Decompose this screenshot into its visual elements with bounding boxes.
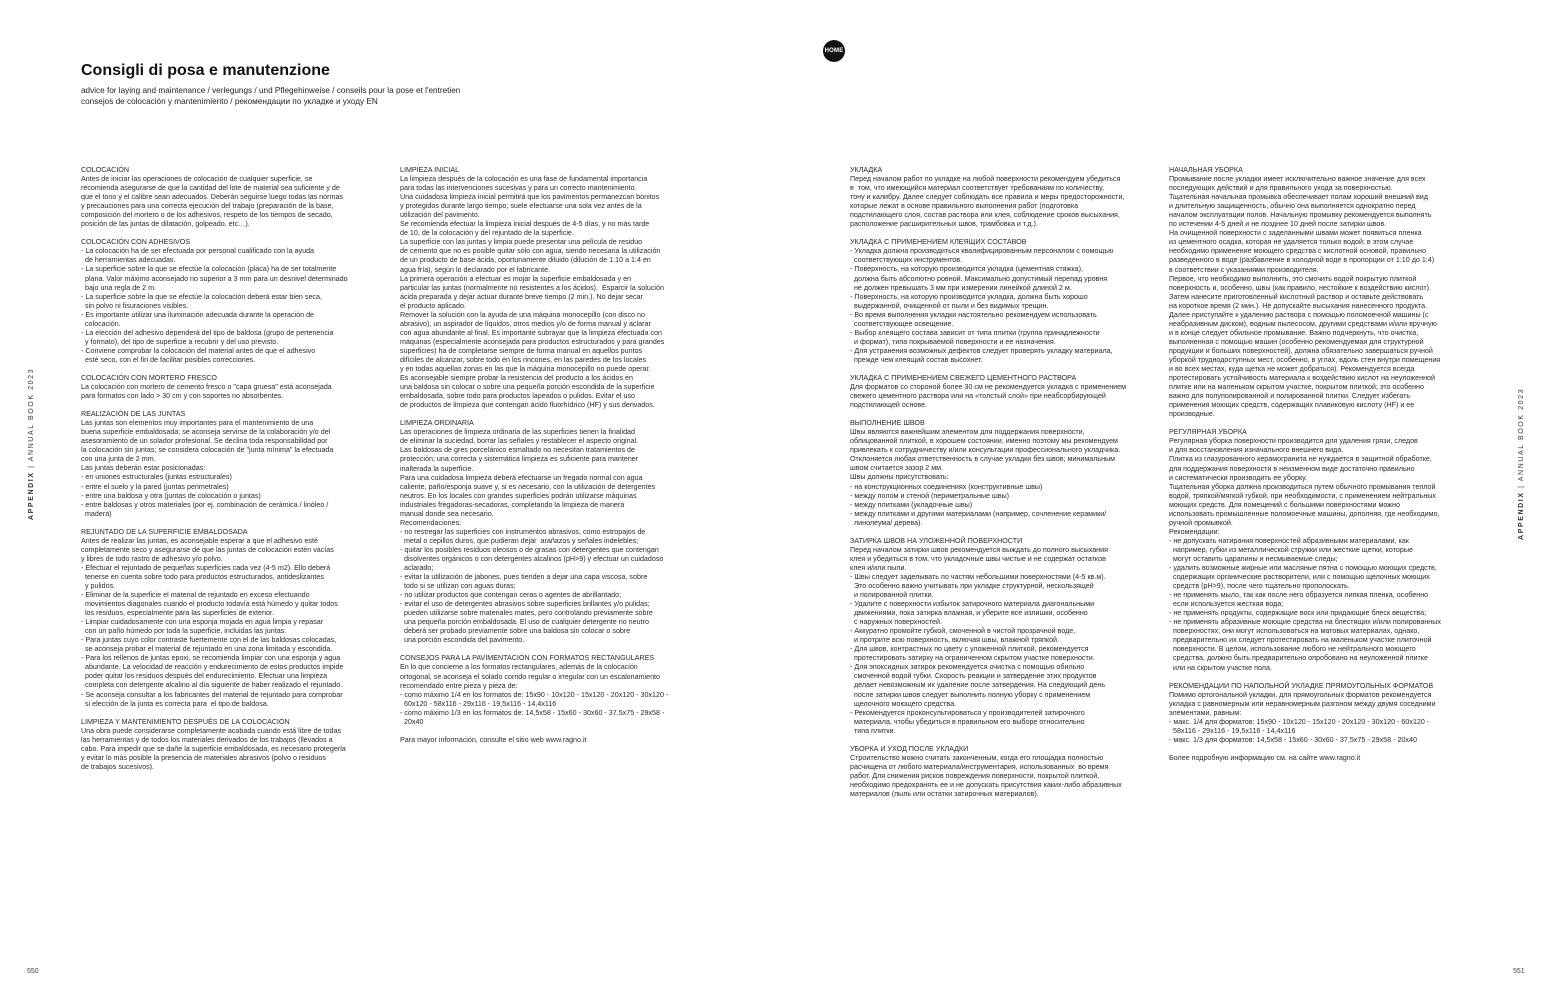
text-line: свежего цементного раствора или на «толстый слой» при неабсорбирующей bbox=[850, 392, 1106, 401]
text-line: - не допускать натирания поверхностей абразивными материалами, как bbox=[1169, 536, 1409, 545]
text-line: Строительство можно считать законченным, когда его площадка полностью bbox=[850, 753, 1104, 762]
text-line: 60x120 - 58x116 - 29x116 - 19,5x116 - 14,4x116 bbox=[400, 699, 557, 708]
text-line: Первое, что необходимо выполнить, это смочить водой покрытую плиткой bbox=[1169, 274, 1417, 283]
text-line: Тщательная уборка должна производиться путем обычного промывания теплой bbox=[1169, 482, 1436, 491]
text-line: клея и убедиться в том, что укладочные швы чистые и не содержат остатков bbox=[850, 554, 1106, 563]
text-line: Регулярная уборка поверхности производится для удаления грязи, следов bbox=[1169, 437, 1418, 446]
text-line: разведенного в воде (разбавление в холодной воде в пропорции от 1:10 до 1:4) bbox=[1169, 256, 1435, 265]
text-line: - Para juntas cuyo color contraste fuertemente con el de las baldosas colocadas, bbox=[81, 636, 337, 645]
text-line: una baldosa sin colocar o sobre una pequeña porción escondida de la superficie bbox=[400, 383, 655, 392]
text-line: utilización del pavimento. bbox=[400, 211, 480, 220]
section-heading: УБОРКА И УХОД ПОСЛЕ УКЛАДКИ bbox=[850, 744, 969, 753]
page-number-right: 551 bbox=[1513, 968, 1525, 975]
text-line: и формат), типа покрываемой поверхности и ее назначения. bbox=[850, 337, 1056, 346]
text-line: - Поверхность, на которую производится укладка (цементная стяжка), bbox=[850, 265, 1083, 274]
text-line: y protegidos durante largo tiempo; suele efectuarse una sola vez antes de la bbox=[400, 202, 642, 211]
text-line: - quitar los posibles residuos oleosos o de grasas con detergentes que contengan bbox=[400, 545, 659, 554]
text-line: выдержанной, очищенной от пыли и без видимых трещин. bbox=[850, 301, 1049, 310]
text-line: Es aconsejable siempre probar la resistencia del producto a los ácidos en bbox=[400, 374, 633, 383]
text-line: disolventes orgánicos o con detergentes alcalinos (pH>9) y efectuar un cuidadoso bbox=[400, 554, 664, 563]
text-line: posición de las juntas de dilatación, golpeado, etc…). bbox=[81, 220, 250, 229]
text-line: La superficie con las juntas y limpia puede presentar una película de residuo bbox=[400, 238, 643, 247]
text-line: - между полом и стеной (периметральные швы) bbox=[850, 491, 1010, 500]
text-line: должна быть абсолютно ровной. Максимально допустимый перепад уровня bbox=[850, 274, 1108, 283]
text-line: и протрите всю поверхность, включая швы, влажной тряпкой. bbox=[850, 636, 1060, 645]
text-line: con agua abundante al final. Es importante subrayar que la limpieza efectuada con bbox=[400, 328, 662, 337]
text-line: которые лежат в основе правильного выполнения работ (подготовка bbox=[850, 202, 1079, 211]
text-line: los residuos, especialmente para las superficies de exterior. bbox=[81, 609, 274, 618]
section-heading: REJUNTADO DE LA SUPERFICIE EMBALDOSADA bbox=[81, 527, 248, 536]
text-line: Рекомендации: bbox=[1169, 527, 1220, 536]
page-subtitle bbox=[81, 86, 581, 107]
text-line: протестировать устойчивость материала к воздействию кислот на неуложенной bbox=[1169, 374, 1435, 383]
text-line: в соответствии с указаниями производителя. bbox=[1169, 265, 1319, 274]
column-ru-uborka bbox=[1169, 166, 1472, 772]
column-es-limpieza bbox=[400, 166, 704, 754]
text-line: Перед началом работ по укладке на любой поверхности рекомендуем убедиться bbox=[850, 175, 1121, 184]
section-heading: CONSEJOS PARA LA PAVIMENTACIÓN CON FORMATOS RECTANGULARES bbox=[400, 654, 655, 663]
side-label-bold: APPENDIX bbox=[1518, 491, 1525, 540]
text-line: deberá ser probado previamente sobre una baldosa sin colocar o sobre bbox=[400, 627, 631, 636]
text-line: cabo. Para impedir que se dañe la superficie embaldosada, es necesario protegerla bbox=[81, 744, 346, 753]
column-ru-ukladka bbox=[850, 166, 1154, 808]
text-line: - Es importante utilizar una iluminación adecuada durante la operación de bbox=[81, 310, 315, 319]
section-heading: ЗАТИРКА ШВОВ НА УЛОЖЕННОЙ ПОВЕРХНОСТИ bbox=[850, 536, 1023, 545]
section-heading: REALIZACIÓN DE LAS JUNTAS bbox=[81, 410, 186, 419]
text-line: la colocación sin juntas; se considera colocación de "junta mínima" la efectuada bbox=[81, 446, 334, 455]
text-line: плитке или на маленьком скрытом участке, покрытом плиткой; это особенно bbox=[1169, 383, 1424, 392]
text-line: Промывание после укладки имеет исключительно важное значение для всех bbox=[1169, 175, 1426, 184]
text-section bbox=[81, 374, 386, 401]
text-line: Las operaciones de limpieza ordinaria de las superficies tienen la finalidad bbox=[400, 428, 635, 437]
text-line: con un paño húmedo por toda la superficie, incluidas las juntas. bbox=[81, 627, 287, 636]
text-line: уборкой труднодоступных мест, особенно, в углах, вдоль стен внутри помещения bbox=[1169, 355, 1441, 364]
side-label-right bbox=[1518, 388, 1525, 540]
section-heading: LIMPIEZA INICIAL bbox=[400, 166, 460, 174]
text-line: - Рекомендуется проконсультироваться у производителей затирочного bbox=[850, 708, 1085, 717]
text-line: neutros. En los locales con grandes superficies podrán utilizarse máquinas bbox=[400, 491, 637, 500]
text-line: подстилающей основе. bbox=[850, 401, 928, 410]
text-line: poder quitar los residuos después del endurecimiento. Efectuar una limpieza bbox=[81, 672, 328, 681]
text-line: или на скрытом участке пола. bbox=[1169, 663, 1272, 672]
text-line: ortogonal, se aconseja el solado corrido regular o irregular con un escalonamiento bbox=[400, 672, 660, 681]
text-line: de herramientas adecuadas. bbox=[81, 256, 176, 265]
text-line: superficies) ha de completarse siempre de forma manual en aquellos puntos bbox=[400, 346, 643, 355]
text-line: после затирки швов следует выполнить полную уборку с применением bbox=[850, 690, 1091, 699]
text-line: colocación. bbox=[81, 319, 121, 328]
text-line: - Conviene comprobar la colocación del material antes de que el adhesivo bbox=[81, 346, 316, 355]
text-line: agua fría), según lo declarado por el fabricante. bbox=[400, 265, 551, 274]
text-line: - Efectuar el rejuntado de pequeñas superficies cada vez (4-5 m2). Ello deberá bbox=[81, 563, 331, 572]
side-label-rest: | ANNUAL BOOK 2023 bbox=[28, 367, 35, 472]
text-line: содержащих органические растворители, или с помощью щелочных моющих bbox=[1169, 573, 1430, 582]
text-line: si elección de la junta es correcta para el tipo de baldosa. bbox=[81, 699, 269, 708]
text-line: Antes de iniciar las operaciones de colocación de cualquier superficie, se bbox=[81, 175, 313, 184]
text-section bbox=[81, 718, 386, 772]
text-section bbox=[850, 166, 1154, 229]
text-line: caliente, paño/esponja suave y, si es necesario, con la utilización de detergentes bbox=[400, 482, 656, 491]
text-line: y formato), del tipo de superficie a recubrir y del uso previsto. bbox=[81, 337, 279, 346]
text-line: La limpieza después de la colocación es una fase de fundamental importancia bbox=[400, 175, 648, 184]
text-line: смоченной водой губки. Скорость реакции и затвердение этих продуктов bbox=[850, 672, 1097, 681]
text-section bbox=[400, 166, 704, 410]
text-line: - entre baldosas y otros materiales (por ej. combinación de cerámica / linóleo / bbox=[81, 500, 329, 509]
text-line: Плитка из глазурованного керамогранита не нуждается в защитной обработке, bbox=[1169, 455, 1432, 464]
text-line: el producto aplicado. bbox=[400, 301, 466, 310]
column-es-colocacion bbox=[81, 166, 386, 781]
text-line: - La superficie sobre la que se efectúe la colocación deberá estar bien seca, bbox=[81, 292, 322, 301]
text-line: - La colocación ha de ser efectuada por personal cualificado con la ayuda bbox=[81, 247, 315, 256]
text-line: Отклоняется любая ответственность в случае укладки без швов; минимальным bbox=[850, 455, 1116, 464]
text-line: de 10, de la colocación y del rejuntado de la superficie. bbox=[400, 229, 574, 238]
text-line: de un producto de base ácida, oportunamente diluido (dilución de 1:10 a 1:4 en bbox=[400, 256, 651, 265]
text-line: - como máximo 1/3 en los formatos de: 14,5x58 - 15x60 - 30x60 - 37,5x75 - 29x58 - bbox=[400, 708, 665, 717]
text-line: соответствующих инструментов. bbox=[850, 256, 963, 265]
text-line: - no restregar las superficies con instrumentos abrasivos, como estropajos de bbox=[400, 527, 646, 536]
text-line: выполненная с помощью машин (особенно рекомендуемая для структурной bbox=[1169, 337, 1424, 346]
text-line: - на конструкционных соединениях (конструктивные швы) bbox=[850, 482, 1043, 491]
text-line: водой, тряпкой/мягкой губкой, при необходимости, с применением нейтральных bbox=[1169, 491, 1436, 500]
text-line: recomienda asegurarse de que la cantidad del lote de material sea suficiente y de bbox=[81, 184, 340, 193]
text-section bbox=[400, 419, 704, 645]
text-line: необходимо применение моющего средства с кислотной основой, правильно bbox=[1169, 247, 1426, 256]
text-line: Las juntas son elementos muy importantes para el mantenimiento de una bbox=[81, 419, 314, 428]
text-line: - удалить возможные жирные или масляные пятна с помощью моющих средств, bbox=[1169, 564, 1437, 573]
text-line: se aconseja probar el material de rejuntado en una zona limitada y escondida. bbox=[81, 645, 333, 654]
text-line: de trabajos sucesivos). bbox=[81, 762, 155, 771]
text-line: - entre el suelo y la pared (juntas perimetrales) bbox=[81, 482, 229, 491]
text-line: и полированной плитки. bbox=[850, 591, 934, 600]
text-section bbox=[1169, 428, 1472, 672]
text-line: Una obra puede considerarse completamente acabada cuando está libre de todas bbox=[81, 726, 342, 735]
text-line: швом считается зазор 2 мм. bbox=[850, 464, 944, 473]
text-line: metal o cepillos duros, que pudieran dejar arañazos y señales indelebles; bbox=[400, 536, 639, 545]
text-line: que el tono y el calibre sean adecuados. Deberán seguirse luego todas las normas bbox=[81, 193, 343, 202]
text-line: - Para los rellenos de juntas epoxi, se recomienda limpiar con una esponja y agua bbox=[81, 654, 341, 663]
text-line: - como máximo 1/4 en los formatos de: 15x90 - 10x120 - 15x120 - 20x120 - 30x120 - bbox=[400, 690, 669, 699]
text-line: материала, чтобы убедиться в правильном его выборе относительно bbox=[850, 717, 1085, 726]
text-section bbox=[81, 166, 386, 229]
text-line: Para mayor información, consulte el sitio web www.ragno.it bbox=[400, 735, 587, 744]
text-line: Antes de realizar las juntas, es aconsejable esperar a que el adhesivo esté bbox=[81, 536, 318, 545]
section-heading: УКЛАДКА bbox=[850, 166, 883, 174]
text-line: расположение расширительных швов, трамбовка и т.д.). bbox=[850, 220, 1038, 229]
text-line: для поддержания поверхности в неизменном виде достаточно правильно bbox=[1169, 464, 1415, 473]
text-line: применения моющих средств, содержащих плавиковую кислоту (HF) и ее bbox=[1169, 401, 1415, 410]
text-line: - evitar la utilización de jabones, pues tienden a dejar una capa viscosa, sobre bbox=[400, 573, 648, 582]
section-heading: LIMPIEZA Y MANTENIMIENTO DESPUÉS DE LA COLOCACIÓN bbox=[81, 717, 290, 726]
text-line: Швы должны присутствовать: bbox=[850, 473, 949, 482]
text-line: asesoramiento de un solador profesional. Se declina toda responsabilidad por bbox=[81, 437, 328, 446]
text-line: abrasivo), un aspirador de líquidos, otros medios y/o de forma manual y aclarar bbox=[400, 319, 651, 328]
text-line: прежде чем клеящий состав высохнет. bbox=[850, 355, 983, 364]
text-line: las herramientas y de todos los materiales derivados de los trabajos (llevados a bbox=[81, 735, 333, 744]
text-line: - Для эпоксидных затирок рекомендуется очистка с помощью обильно bbox=[850, 663, 1085, 672]
text-line: pueden utilizarse sobre materiales mates, pero controlando previamente sobre bbox=[400, 609, 653, 618]
text-line: Remover la solución con la ayuda de una máquina monocepillo (con disco no bbox=[400, 310, 645, 319]
text-line: de cemento que no es posible quitar sólo con agua, siendo necesaria la utilización bbox=[400, 247, 661, 256]
text-line: - Поверхность, на которую производится укладка, должна быть хорошо bbox=[850, 292, 1088, 301]
text-section bbox=[81, 238, 386, 365]
text-line: - Во время выполнения укладки настоятельно рекомендуем использовать bbox=[850, 310, 1097, 319]
text-line: y pulidos. bbox=[81, 581, 116, 590]
text-line: industriales fregadoras-secadoras, completando la limpieza de manera bbox=[400, 500, 625, 509]
text-line: облицованной плиткой, в хорошем состоянии, именно поэтому мы рекомендуем bbox=[850, 437, 1118, 446]
text-line: Помимо ортогональной укладки, для прямоугольных форматов рекомендуется bbox=[1169, 690, 1432, 699]
text-line: movimientos diagonales cuando el producto todavía está húmedo y quitar todos bbox=[81, 600, 338, 609]
section-heading: COLOCACIÓN CON MORTERO FRESCO bbox=[81, 373, 217, 382]
text-line: по истечении 4-5 дней и не позднее 10 дней после затирки швов. bbox=[1169, 220, 1387, 229]
text-line: с наружных поверхностей. bbox=[850, 618, 942, 627]
home-button[interactable]: HOME bbox=[823, 40, 845, 62]
text-line: предварительно их следует протестировать на маленьком участке плиточной bbox=[1169, 636, 1432, 645]
text-section bbox=[1169, 166, 1472, 419]
text-line: - Limpiar cuidadosamente con una esponja mojada en agua limpia y repasar bbox=[81, 618, 324, 627]
text-line: recomendado entre pieza y pieza de: bbox=[400, 681, 518, 690]
text-section bbox=[850, 537, 1154, 736]
page-number-left: 550 bbox=[27, 968, 39, 975]
text-line: ácida preparada y dejar actuar durante breve tiempo (2 min.). No dejar secar bbox=[400, 292, 643, 301]
text-section bbox=[81, 528, 386, 709]
text-line: тону и калибру. Далее следует соблюдать все правила и меры предосторожности, bbox=[850, 193, 1125, 202]
text-line: делает невозможным их удаление после затвердения. На следующий день bbox=[850, 681, 1106, 690]
section-heading: РЕГУЛЯРНАЯ УБОРКА bbox=[1169, 428, 1247, 437]
text-line: - макс. 1/4 для форматов: 15x90 - 10x120 - 15x120 - 20x120 - 30x120 - 60x120 - bbox=[1169, 717, 1430, 726]
text-line: Las juntas deberán estar posicionadas: bbox=[81, 464, 206, 473]
text-line: aclarado; bbox=[400, 564, 434, 573]
text-line: из цементного осадка, которая не удаляется только водой; в этом случае bbox=[1169, 238, 1414, 247]
text-line: расчищена от любого материала/инструментария, использованных во время bbox=[850, 762, 1109, 771]
text-line: соответствующее освещение. bbox=[850, 319, 954, 328]
text-line: в том, что имеющийся материал соответствует требованиям по количеству, bbox=[850, 184, 1105, 193]
text-line: y libres de todo rastro de adhesivo y/o polvo. bbox=[81, 554, 223, 563]
text-section bbox=[400, 736, 704, 745]
text-line: Перед началом затирки швов рекомендуется выждать до полного высыхания bbox=[850, 545, 1108, 554]
text-line: элементами, равным: bbox=[1169, 708, 1242, 717]
text-line: buena superficie embaldosada; se aconseja servirse de la colaboración y/o del bbox=[81, 428, 331, 437]
text-line: La primera operación a efectuar es mojar la superficie embaldosada y en bbox=[400, 274, 632, 283]
text-line: completamente seco y asegurarse de que las juntas de colocación estén vacías bbox=[81, 545, 334, 554]
text-line: Se recomienda efectuar la limpieza inicial después de 4-5 días, y no más tarde bbox=[400, 220, 650, 229]
text-section bbox=[400, 654, 704, 726]
text-line: En lo que concierne a los formatos rectangulares, además de la colocación bbox=[400, 663, 638, 672]
text-line: - evitar el uso de detergentes abrasivos sobre superficies brillantes y/o pulidas; bbox=[400, 600, 650, 609]
text-line: и длительную защищенность, обычно она выполняется однократно перед bbox=[1169, 202, 1416, 211]
text-line: Для форматов со стороной более 30 см не рекомендуется укладка с применением bbox=[850, 383, 1127, 392]
text-line: производные. bbox=[1169, 410, 1215, 419]
text-line: esté seco, con el fin de facilitar posibles correcciones. bbox=[81, 355, 256, 364]
text-line: 58x116 - 29x116 - 19,5x116 - 14,4x116 bbox=[1169, 726, 1296, 735]
text-line: и для восстановления изначального внешнего вида. bbox=[1169, 446, 1344, 455]
text-line: y precauciones para una correcta ejecución del trabajo (preparación de la base, bbox=[81, 202, 334, 211]
text-line: и систематически производить ее уборку. bbox=[1169, 473, 1307, 482]
text-line: manual donde sea necesario. bbox=[400, 509, 494, 518]
text-line: Una cuidadosa limpieza inicial permitirá que los pavimentos permanezcan bonitos bbox=[400, 193, 660, 202]
text-line: para formatos con lado > 30 cm y con soportes no absorbentes. bbox=[81, 392, 284, 401]
text-line: Швы являются важнейшим элементом для поддержания поверхности, bbox=[850, 428, 1085, 437]
text-line: La colocación con mortero de cemento fresco o "capa gruesa" está aconsejada bbox=[81, 383, 332, 392]
text-line: типа плитки. bbox=[850, 726, 896, 735]
text-line: началом эксплуатации полов. Начальную промывку рекомендуется выполнять bbox=[1169, 211, 1432, 220]
text-line: de eliminar la suciedad, borrar las señales y restablecer el aspecto original. bbox=[400, 437, 639, 446]
text-line: - Швы следует заделывать по частям небольшими поверхностями (4-5 кв.м). bbox=[850, 572, 1106, 581]
text-section bbox=[81, 410, 386, 519]
text-line: y evitar lo más posible la presencia de materiales abrasivos (polvo o residuos bbox=[81, 753, 326, 762]
text-line: - entre una baldosa y otra (juntas de colocación o juntas) bbox=[81, 491, 261, 500]
text-line: подстилающего слоя, состав раствора или клея, соблюдение сроков высыхания, bbox=[850, 211, 1120, 220]
text-line: материалов (пыль или остатки затирочных материалов). bbox=[850, 790, 1039, 798]
text-line: Затем нанесите приготовленный кислотный раствор и оставьте действовать bbox=[1169, 292, 1424, 301]
text-line: Las baldosas de gres porcelánico esmaltado no necesitan tratamientos de bbox=[400, 446, 635, 455]
text-line: y en todas aquellas zonas en las que la máquina monocepillo no puede operar. bbox=[400, 365, 651, 374]
text-line: tenerse en cuenta sobre todo para productos estructurados, antideslizantes bbox=[81, 572, 324, 581]
text-line: - Удалите с поверхности избыток затирочного материала диагональными bbox=[850, 600, 1095, 609]
text-line: ручной промывкой. bbox=[1169, 518, 1233, 527]
text-line: линолеума/ дерева). bbox=[850, 518, 923, 527]
side-label-rest: | ANNUAL BOOK 2023 bbox=[1518, 387, 1525, 492]
text-line: una pequeña porción embaldosada. El uso de cualquier detergente no neutro bbox=[400, 618, 649, 627]
text-line: клея и/или пыли. bbox=[850, 563, 907, 572]
section-heading: РЕКОМЕНДАЦИИ ПО НАПОЛЬНОЙ УКЛАДКЕ ПРЯМОУГОЛЬНЫХ ФОРМАТОВ bbox=[1169, 681, 1434, 690]
text-line: difíciles de alcanzar, sobre todo en los rincones, en las paredes de los locales bbox=[400, 355, 647, 364]
text-line: могут оставить царапины и несмываемые следы; bbox=[1169, 554, 1338, 563]
text-line: движениями, пока затирка влажная, и уберите все излишки, особенно bbox=[850, 609, 1088, 618]
text-line: средств (pH>9), после чего тщательно прополоскать. bbox=[1169, 582, 1350, 591]
text-line: todo si se utilizan con aguas duras; bbox=[400, 582, 516, 591]
text-line: máquinas (especialmente aconsejada para productos estructurados y para grandes bbox=[400, 337, 665, 346]
text-line: - no utilizar productos que contengan ceras o agentes de abrillantado; bbox=[400, 591, 622, 600]
text-line: работ. Для снижения рисков повреждения поверхности, покрытой плиткой, bbox=[850, 771, 1100, 780]
text-line: если используется жесткая вода; bbox=[1169, 600, 1284, 609]
text-line: моющих средств. Для помещений с большими поверхностями можно bbox=[1169, 500, 1400, 509]
text-line: Это особенно важно учитывать при укладке структурной, нескользящей bbox=[850, 581, 1094, 590]
text-line: - не применять продукты, содержащие воск или придающие блеск веществa; bbox=[1169, 609, 1427, 618]
side-label-bold: APPENDIX bbox=[28, 471, 35, 520]
section-heading: УКЛАДКА С ПРИМЕНЕНИЕМ КЛЕЯЩИХ СОСТАВОВ bbox=[850, 238, 1027, 247]
side-label-left bbox=[28, 368, 35, 520]
text-line: composición del mortero o de los adhesivos, respeto de los tiempos de secado, bbox=[81, 211, 333, 220]
page-title: Consigli di posa e manutenzione bbox=[81, 62, 330, 79]
text-line: последующих действий и для правильного ухода за поверхностью. bbox=[1169, 184, 1393, 193]
text-line: - Выбор клеящего состава зависит от типа плитки (группа принадлежности bbox=[850, 328, 1100, 337]
text-line: particular las juntas (normalmente no resistentes a los ácidos). Esparcir la solución bbox=[400, 283, 664, 292]
section-heading: COLOCACIÓN bbox=[81, 166, 130, 174]
text-line: средства, должно быть предварительно опробовано на неуложенной плитке bbox=[1169, 654, 1428, 663]
section-heading: ВЫПОЛНЕНИЕ ШВОВ bbox=[850, 419, 925, 428]
text-section bbox=[850, 419, 1154, 528]
text-line: поверхность и, особенно, швы (как правило, нестойкие к воздействию кислот). bbox=[1169, 283, 1431, 292]
text-line: - Для устранения возможных дефектов следует проверять укладку материала, bbox=[850, 346, 1113, 355]
text-line: inalterada la superficie. bbox=[400, 464, 474, 473]
text-line: продукции и больших поверхностей), должна обязательно завершаться ручной bbox=[1169, 346, 1433, 355]
subtitle-line: advice for laying and maintenance / verlegungs / und Pflegehinweise / conseils pour la pose et l'entretien bbox=[81, 86, 461, 95]
text-line: sin polvo ni fisuraciones visibles. bbox=[81, 301, 189, 310]
section-heading: НАЧАЛЬНАЯ УБОРКА bbox=[1169, 166, 1243, 174]
section-heading: LIMPIEZA ORDINARIA bbox=[400, 419, 474, 428]
text-line: de productos de limpieza que contengan ácido fluorhídrico (HF) y sus derivados. bbox=[400, 401, 655, 410]
text-line: completa con detergente alcalino al día siguiente de haber realizado el rejuntado. bbox=[81, 681, 343, 690]
text-line: con una junta de 2 mm. bbox=[81, 455, 156, 464]
text-line: - La superficie sobre la que se efectúe la colocación (placa) ha de ser totalmente bbox=[81, 265, 337, 274]
text-line: - Укладка должна производиться квалифицированным персоналом с помощью bbox=[850, 247, 1114, 256]
text-line: использовать промышленные поломоечные машины, дополняя, где необходимо, bbox=[1169, 509, 1440, 518]
section-heading: УКЛАДКА С ПРИМЕНЕНИЕМ СВЕЖЕГО ЦЕМЕНТНОГО РАСТВОРА bbox=[850, 373, 1077, 382]
subtitle-line: consejos de colocación y mantenimiento / рекомендации по укладке и уходу EN bbox=[81, 96, 378, 106]
text-section bbox=[1169, 754, 1472, 763]
text-line: - не применять мыло, так как после него образуется липкая пленка, особенно bbox=[1169, 591, 1429, 600]
text-line: поверхности. В целом, использование любого не нейтрального моющего bbox=[1169, 645, 1416, 654]
text-line: Тщательная начальная промывка обеспечивает полам хороший внешний вид bbox=[1169, 193, 1428, 202]
text-line: щелочного моющего средства. bbox=[850, 699, 957, 708]
text-section bbox=[850, 374, 1154, 410]
text-line: необходимо предохранять ее и не допускать присутствия каких-либо абразивных bbox=[850, 780, 1122, 789]
text-line: Далее приступайте к удалению раствора с помощью поломоечной машины (с bbox=[1169, 310, 1429, 319]
text-line: - между плитками и другими материалами (например, сочленение керамики/ bbox=[850, 509, 1107, 518]
text-line: например, губки из металлической стружки или жесткие щетки, которые bbox=[1169, 545, 1413, 554]
text-line: и в конце следует обильное промывание. Важно подчеркнуть, что очистка, bbox=[1169, 328, 1419, 337]
text-line: abundante. La velocidad de reacción y endurecimiento de estos productos impide bbox=[81, 663, 344, 672]
text-line: bajo una regla de 2 m. bbox=[81, 283, 157, 292]
text-line: На очищенной поверхности с заделанными швами может появиться пленка bbox=[1169, 229, 1422, 238]
text-line: - Se aconseja consultar a los fabricantes del material de rejuntado para comprobar bbox=[81, 690, 343, 699]
text-line: - Для швов, контрастных по цвету с уложенной плиткой, рекомендуется bbox=[850, 645, 1089, 654]
text-line: plana. Valor máximo aconsejado no superior a 3 mm para un desnivel determinado bbox=[81, 274, 348, 283]
text-section bbox=[1169, 682, 1472, 745]
text-line: 20x40 bbox=[400, 717, 424, 726]
text-line: поверхностях; они могут использоваться на матовых материалах, однако, bbox=[1169, 627, 1420, 636]
text-line: протестировать затирку на ограниченном скрытом участке поверхности. bbox=[850, 654, 1095, 663]
text-line: и во всех местах, куда щетка не может добраться). Рекомендуется всегда bbox=[1169, 365, 1415, 374]
text-line: Para una cuidadosa limpieza deberá efectuarse un fregado normal con agua bbox=[400, 473, 643, 482]
text-line: не должен превышать 3 мм при измерении линейкой длиной 2 м. bbox=[850, 283, 1072, 292]
text-line: - en uniones estructurales (juntas estructurales) bbox=[81, 473, 232, 482]
text-line: Recomendaciones: bbox=[400, 518, 462, 527]
text-section bbox=[850, 238, 1154, 365]
text-line: - не применять абразивные моющие средства на блестящих и/или полированных bbox=[1169, 618, 1441, 627]
text-line: embaldosada, sobre todo para productos lapeados o pulidos. Evitar el uso bbox=[400, 392, 635, 401]
text-line: - макс. 1/3 для форматов: 14,5x58 - 15x60 - 30x60 - 37,5x75 - 29x58 - 20x40 bbox=[1169, 735, 1417, 744]
text-line: на короткое время (2 мин.). Не допускайте высыхания нанесенного продукта. bbox=[1169, 301, 1428, 310]
text-line: para todas las intervenciones sucesivas y para un correcto mantenimiento. bbox=[400, 184, 637, 193]
text-line: - La elección del adhesivo dependerá del tipo de baldosa (grupo de pertenencia bbox=[81, 328, 334, 337]
text-line: Более подробную информацию см. на сайте www.ragno.it bbox=[1169, 753, 1361, 762]
text-line: укладка с равномерным или неравномерным разгоном между двумя соседними bbox=[1169, 699, 1436, 708]
text-line: - Аккуратно промойте губкой, смоченной в чистой прозрачной воде, bbox=[850, 627, 1076, 636]
section-heading: COLOCACIÓN CON ADHESIVOS bbox=[81, 238, 191, 247]
text-line: важно для полуполированной и полированной плитки. Следует избегать bbox=[1169, 392, 1411, 401]
text-line: неабразивным диском), водным пылесосом, другими средствами и/или вручную bbox=[1169, 319, 1437, 328]
text-line: - между плитками (укладочные швы) bbox=[850, 500, 973, 509]
text-line: привлекать к сотрудничеству и/или консультации профессионального укладчика. bbox=[850, 446, 1121, 455]
text-line: - Eliminar de la superficie el material de rejuntado en exceso efectuando bbox=[81, 591, 310, 600]
text-line: protección; una correcta y sistemática limpieza es suficiente para mantener bbox=[400, 455, 639, 464]
text-section bbox=[850, 745, 1154, 799]
text-line: madera) bbox=[81, 509, 112, 518]
text-line: una porción escondida del pavimento. bbox=[400, 636, 525, 645]
